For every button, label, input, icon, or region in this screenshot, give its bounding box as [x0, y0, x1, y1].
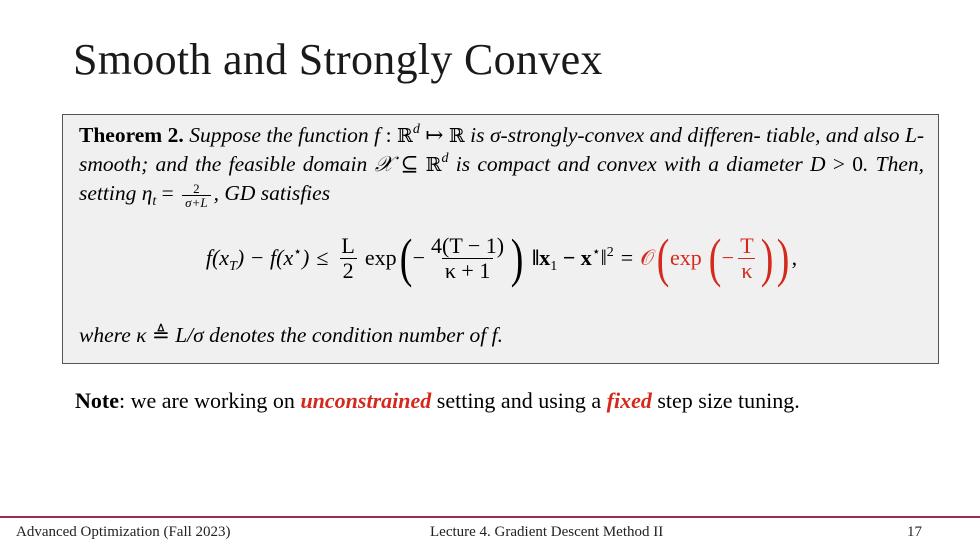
math-defeq: ≜ [151, 323, 170, 347]
note-text: step size tuning. [657, 388, 800, 413]
eq-star: ⋆ [293, 245, 302, 260]
note-label: Note [75, 388, 119, 413]
note-emphasis-fixed: fixed [606, 388, 652, 413]
math-subseteq: ⊆ [400, 152, 419, 176]
fraction-numerator: L [341, 232, 355, 258]
math-dim-d: d [412, 122, 420, 137]
eq-norm [532, 245, 614, 274]
math-f: f [374, 123, 381, 147]
math-domain-X: 𝒳 [374, 152, 394, 176]
eq-paren-open: ( [656, 228, 670, 288]
eq-part: ‖x [532, 245, 551, 270]
eq-part: ) − f(x [236, 245, 294, 270]
math-gt-zero: > 0 [832, 152, 863, 176]
eq-part: f(x [205, 245, 230, 270]
math-reals: ℝ [397, 125, 413, 147]
theorem-text: Suppose the function [189, 123, 369, 147]
where-text: denotes the condition number of [209, 323, 487, 347]
math-colon: : [385, 123, 392, 147]
eq-part: ‖ [600, 245, 607, 270]
eq-paren-open: ( [399, 228, 412, 288]
note-text: setting and using a [436, 388, 602, 413]
theorem-text: is compact and convex with a diameter [455, 152, 803, 176]
footer-divider [0, 516, 980, 518]
eq-lhs [205, 245, 310, 274]
eq-part: ) [302, 245, 310, 270]
math-L-over-sigma: L/σ [175, 323, 204, 347]
eq-paren-close: ) [510, 228, 524, 288]
eq-part: − x [557, 245, 592, 270]
fraction-numerator: T [740, 232, 754, 258]
eq-paren-close: ) [776, 228, 789, 288]
note-emphasis-unconstrained: unconstrained [300, 388, 432, 413]
math-mapsto: ↦ [425, 123, 444, 147]
theorem-statement [79, 121, 924, 209]
math-D: D [810, 152, 826, 176]
math-equals: = [161, 181, 174, 205]
theorem-text: , GD satisfies [213, 181, 331, 205]
eq-minus: − [412, 245, 426, 270]
eq-square: 2 [606, 245, 614, 260]
eq-exp: exp [364, 245, 397, 270]
convergence-equation [63, 228, 940, 288]
fraction-denominator: σ+L [182, 195, 210, 209]
fraction-numerator: 4(T − 1) [431, 232, 505, 258]
note-text: : we are working on [118, 388, 295, 413]
eq-big-o [640, 228, 791, 288]
eq-leq: ≤ [316, 245, 329, 270]
math-f: f [491, 323, 498, 347]
condition-number-definition [79, 323, 503, 348]
eq-star: ⋆ [591, 245, 601, 260]
where-period: . [497, 323, 503, 347]
eq-paren-open: ( [708, 228, 722, 288]
fraction-denominator: κ [738, 258, 755, 283]
theorem-heading: Theorem 2. [79, 123, 184, 147]
theorem-box [62, 114, 939, 364]
eq-equals: = [620, 245, 634, 270]
eq-bigO-symbol: 𝒪 [640, 245, 655, 270]
eq-exp: exp [670, 245, 702, 270]
note-line [75, 387, 800, 415]
fraction-numerator: 2 [193, 180, 200, 196]
footer-page-number: 17 [907, 524, 922, 540]
fraction-denominator: 2 [340, 258, 357, 283]
footer-lecture: Lecture 4. Gradient Descent Method II [430, 524, 664, 540]
step-size-fraction [182, 182, 210, 209]
math-sigma: σ [489, 123, 501, 147]
math-kappa: κ [136, 323, 147, 347]
math-reals: ℝ [448, 125, 465, 147]
eq-minus: − [721, 245, 735, 270]
eq-comma: , [791, 245, 798, 270]
footer-course: Advanced Optimization (Fall 2023) [16, 524, 231, 540]
math-sub-t: t [152, 194, 157, 209]
math-eta: η [141, 181, 153, 205]
theorem-text: is [470, 123, 485, 147]
math-reals: ℝ [425, 154, 442, 176]
eq-exponent-fraction [428, 234, 507, 283]
eq-L-over-2 [338, 234, 357, 283]
eq-sub: 1 [550, 259, 558, 274]
eq-T-over-kappa [737, 234, 756, 283]
theorem-text: -strongly-convex and differen- tiable, and also L-smooth; and the feasible domain [79, 123, 925, 176]
eq-sub: T [229, 259, 237, 274]
theorem-text: . Then, setting [79, 152, 925, 205]
slide-title: Smooth and Strongly Convex [73, 35, 603, 84]
where-text: where [79, 323, 131, 347]
eq-paren-close: ) [760, 228, 773, 288]
fraction-denominator: κ + 1 [442, 258, 494, 283]
math-dim-d: d [441, 151, 449, 166]
